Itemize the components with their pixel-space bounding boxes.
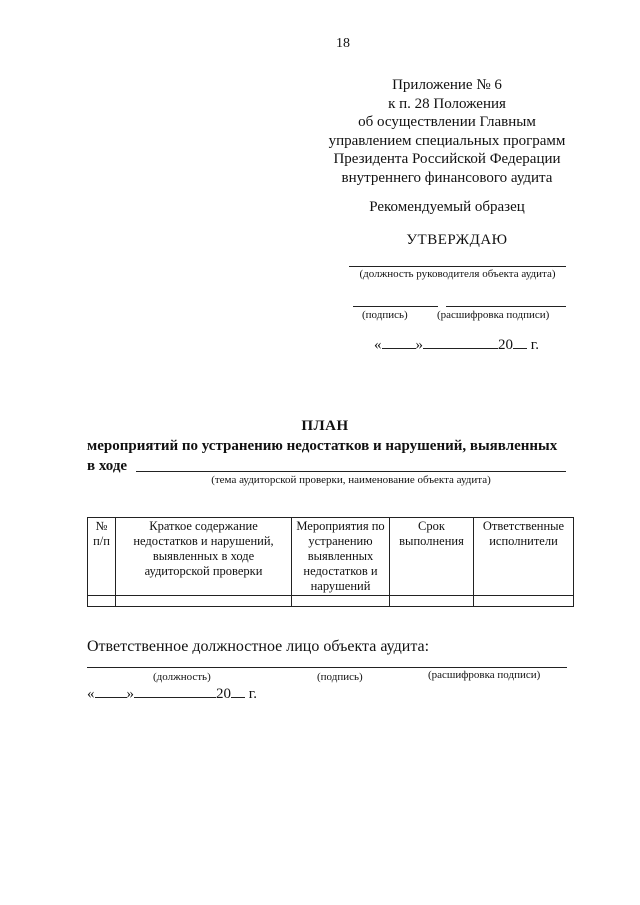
appendix-line: управлением специальных программ [328, 132, 566, 149]
position-line [349, 266, 566, 267]
date-suffix: г. [248, 686, 257, 702]
sample-label: Рекомендуемый образец [369, 199, 525, 215]
column-header: № п/п [88, 518, 116, 596]
table-cell [292, 596, 390, 607]
table-cell [88, 596, 116, 607]
appendix-line: к п. 28 Положения [388, 95, 506, 112]
column-header: Краткое содержание недостатков и нарушений, выявленных в ходе аудиторской проверки [116, 518, 292, 596]
date-year: 20 [216, 686, 231, 702]
signature-line [353, 306, 438, 307]
position-caption: (должность руководителя объекта аудита) [359, 268, 556, 280]
appendix-line: Приложение № 6 [392, 77, 502, 93]
appendix-line: внутреннего финансового аудита [341, 169, 553, 186]
responsible-date [87, 686, 257, 703]
responsible-position-caption: (должность) [153, 671, 211, 683]
table-header-row [88, 518, 574, 596]
column-header: Срок выполнения [390, 518, 474, 596]
date-suffix: г. [530, 337, 539, 353]
decoding-line [446, 306, 566, 307]
page-number: 18 [336, 36, 350, 51]
responsible-signature-caption: (подпись) [317, 671, 363, 683]
date-open-quote: « [87, 686, 95, 702]
month-blank [423, 348, 498, 349]
day-blank [95, 697, 127, 698]
decoding-caption: (расшифровка подписи) [437, 309, 550, 321]
plan-subtitle: мероприятий по устранению недостатков и нарушений, выявленных [87, 438, 558, 454]
approval-title: УТВЕРЖДАЮ [406, 232, 508, 248]
year-blank [513, 348, 527, 349]
approval-date [374, 337, 539, 354]
appendix-line: Президента Российской Федерации [333, 151, 561, 167]
date-close-quote: » [126, 686, 134, 702]
appendix-header [322, 76, 572, 187]
responsible-line [87, 667, 567, 668]
month-blank [134, 697, 216, 698]
appendix-line: об осуществлении Главным [358, 114, 536, 130]
column-header: Ответственные исполнители [474, 518, 574, 596]
responsible-title: Ответственное должностное лицо объекта аудита: [87, 638, 430, 655]
topic-caption: (тема аудиторской проверки, наименование объекта аудита) [211, 474, 491, 486]
table-cell [390, 596, 474, 607]
date-year: 20 [498, 337, 513, 353]
table-cell [474, 596, 574, 607]
plan-title: ПЛАН [301, 418, 349, 434]
table-row [88, 596, 574, 607]
signature-caption: (подпись) [362, 309, 408, 321]
day-blank [382, 348, 416, 349]
plan-table [87, 517, 574, 607]
topic-line [136, 471, 566, 472]
column-header: Мероприятия по устранению выявленных недостатков и нарушений [292, 518, 390, 596]
year-blank [231, 697, 245, 698]
plan-subtitle-prefix: в ходе [87, 458, 128, 474]
table-cell [116, 596, 292, 607]
date-open-quote: « [374, 337, 382, 353]
responsible-decoding-caption: (расшифровка подписи) [428, 669, 541, 681]
date-close-quote: » [415, 337, 423, 353]
